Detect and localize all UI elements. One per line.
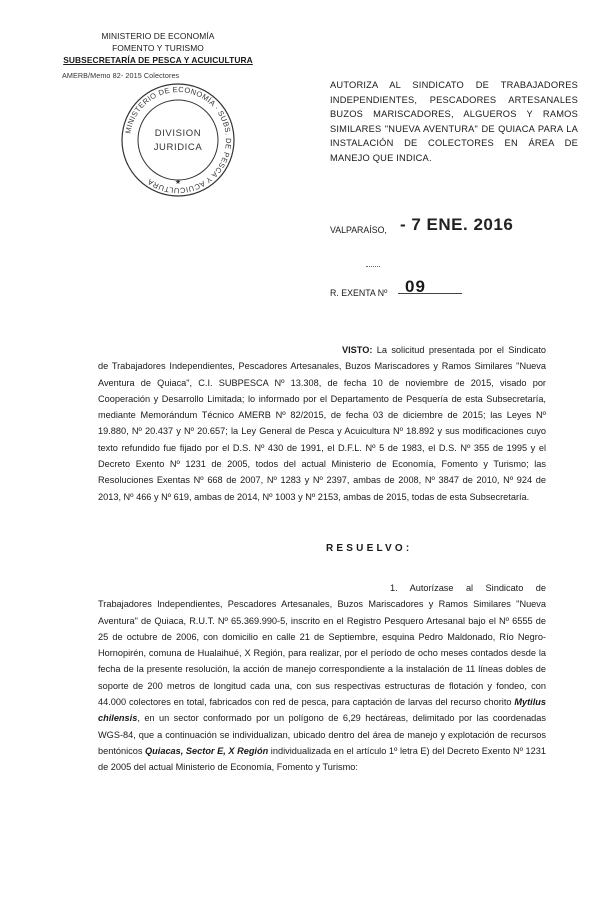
area-name: Quiacas, Sector E, X Región (145, 745, 269, 756)
clause-1-text-c: individualizada en el artículo 1º letra E) del Decreto Exento Nº 1231 de 2005 del actual Ministerio de Economía, Fomento y Turismo: (98, 745, 546, 773)
resuelvo-heading: RESUELVO: (326, 543, 413, 554)
clause-1-text-b: , en un sector conformado por un polígono de 6,29 hectáreas, delimitado por las coordenadas WGS-84, que a continuación se individualizan, ubicado dentro del área de manejo y explotación de recursos bentónicos (98, 713, 546, 756)
date-stamp: - 7 ENE. 2016 (400, 215, 514, 234)
resolution-label: R. EXENTA Nº (330, 288, 388, 298)
visto-paragraph (98, 342, 546, 505)
division-juridica-seal (118, 80, 238, 200)
seal-line-1: DIVISION (154, 128, 202, 139)
seal-line-2: JURIDICA (153, 142, 203, 153)
resolution-subject: AUTORIZA AL SINDICATO DE TRABAJADORES INDEPENDIENTES, PESCADORES ARTESANALES BUZOS MARISCADORES, ALGUEROS Y RAMOS SIMILARES "NUEVA AVENTURA" DE QUIACA PARA LA INSTALACIÓN DE COLECTORES EN ÁREA DE MANEJO QUE INDICA. (330, 80, 578, 163)
seal-ring-text: MINISTERIO DE ECONOMÍA · SUBS. DE PESCA Y ACUICULTURA (123, 84, 234, 196)
resolution-number: 09 (405, 277, 426, 296)
seal-star-icon: ★ (174, 178, 182, 186)
visto-label: VISTO: (342, 345, 373, 355)
subsecretaria-line: SUBSECRETARÍA DE PESCA Y ACUICULTURA (63, 55, 253, 65)
dotted-mark (366, 266, 380, 267)
ministry-line-1: MINISTERIO DE ECONOMÍA (101, 31, 215, 41)
visto-text: La solicitud presentada por el Sindicato de Trabajadores Independientes, Pescadores Artesanales, Buzos Mariscadores y Ramos Similares "Nueva Aventura de Quiaca", C.I. SUBPESCA Nº 13.308, de fecha 10 de noviembre de 2015, visado por Cooperación y Desarrollo Limitada; lo informado por el Departamento de Pesquería de esta Subsecretaría, mediante Memorándum Técnico AMERB Nº 82/2015, de fecha 03 de diciembre de 2015; las Leyes Nº 19.880, Nº 20.437 y Nº 20.657; la Ley General de Pesca y Acuicultura Nº 18.892 y sus modificaciones cuyo texto refundido fue fijado por el D.S. Nº 430 de 1991, el D.F.L. Nº 5 de 1983, el D.S. Nº 355 de 1995 y el Decreto Exento Nº 1231 de 2005, todos del actual Ministerio de Economía, Fomento y Turismo; las Resoluciones Exentas Nº 668 de 2007, Nº 1283 y Nº 2397, ambas de 2008, Nº 3847 de 2010, Nº 924 de 2013, Nº 466 y Nº 619, ambas de 2014, Nº 1003 y Nº 2153, ambas de 2015, todas de esta Subsecretaría. (98, 345, 546, 502)
clause-1 (98, 580, 546, 776)
species-name: Mytilus chilensis (98, 697, 546, 724)
ministry-header (58, 30, 258, 80)
reference-line: AMERB/Memo 82- 2015 Colectores (62, 71, 180, 80)
ministry-line-2: FOMENTO Y TURISMO (112, 43, 204, 53)
clause-1-text-a: 1. Autorízase al Sindicato de Trabajadores Independientes, Pescadores Artesanales, Buzos Mariscadores y Ramos Similares "Nueva Aventura" de Quiaca, R.U.T. Nº 65.369.990-5, inscrito en el Registro Pesquero Artesanal bajo el Nº 6555 de 25 de octubre de 2006, con domicilio en calle 21 de Septiembre, esquina Pedro Maldonado, Río Negro-Hornopirén, comuna de Hualaihué, X Región, para realizar, por el período de ocho meses contados desde la fecha de la presente resolución, la acción de manejo correspondiente a la instalación de 11 líneas dobles de soporte de 200 metros de longitud cada una, con sus respectivas estructuras de flotación y fondeo, con 44.000 colectores en total, fabricados con red de pesca, para captación de larvas del recurso chorito (98, 583, 546, 708)
date-label: VALPARAÍSO, (330, 225, 387, 235)
resolution-number-underline (398, 293, 462, 294)
